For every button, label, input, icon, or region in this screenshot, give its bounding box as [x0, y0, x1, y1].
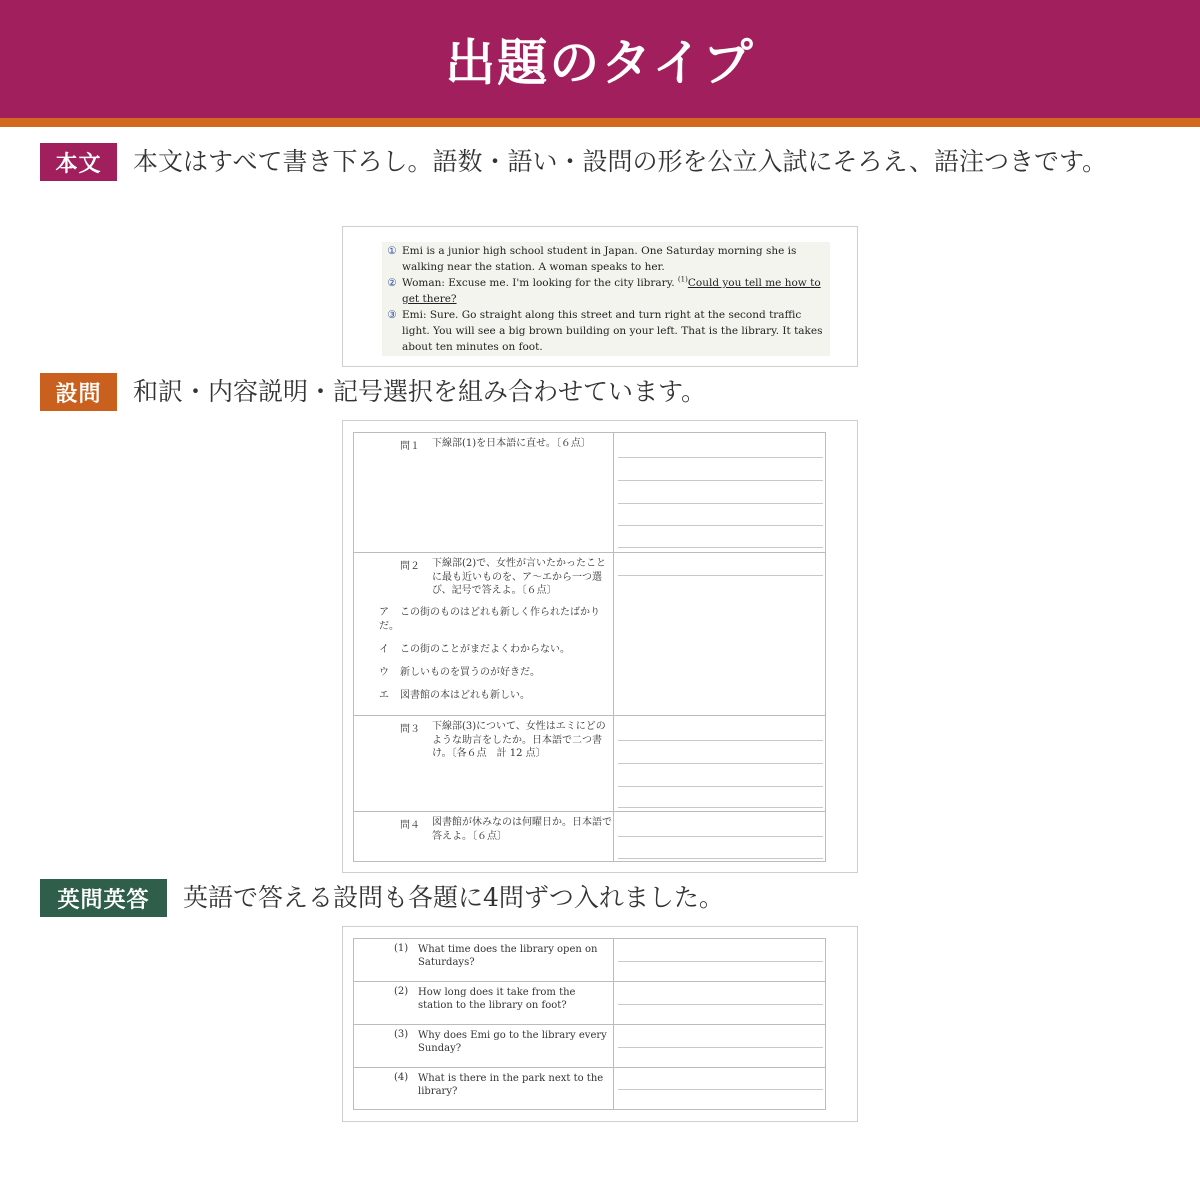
answer-cell	[615, 553, 825, 715]
answer-line	[618, 961, 823, 962]
question-row	[354, 715, 825, 811]
english-question-row	[354, 939, 825, 981]
question-cell	[354, 812, 614, 861]
english-question-row	[354, 1067, 825, 1109]
passage-line-text	[402, 275, 824, 307]
answer-cell	[615, 939, 825, 981]
answer-line	[618, 503, 823, 504]
passage-line	[382, 243, 824, 275]
question-row	[354, 811, 825, 861]
header-divider	[0, 118, 1200, 127]
question-text: 図書館が休みなのは何曜日か。日本語で答えよ。〔６点〕	[432, 817, 612, 842]
answer-line	[618, 763, 823, 764]
question-number: (3)	[394, 1029, 409, 1040]
answer-line	[618, 457, 823, 458]
option-item	[379, 606, 611, 633]
option-label: エ	[379, 690, 389, 701]
question-text: 下線部(2)で、女性が言いたかったことに最も近いものを、ア～エから一つ選び、記号で答えよ。〔６点〕	[432, 558, 606, 596]
option-text: 図書館の本はどれも新しい。	[400, 690, 530, 701]
underline-marker: (1)	[677, 275, 688, 284]
option-item	[379, 666, 611, 680]
question-sample	[342, 420, 858, 873]
honbun-tag: 本文	[40, 143, 117, 181]
question-text: 下線部(1)を日本語に直せ。〔６点〕	[432, 438, 591, 449]
question-text: What time does the library open on Saturdays?	[418, 944, 598, 968]
eimon-description: 英語で答える設問も各題に4問ずつ入れました。	[183, 883, 724, 912]
passage-line	[382, 275, 824, 307]
question-number: 問２	[400, 561, 420, 572]
underlined-sentence: Could you tell me how to get there?	[402, 277, 821, 305]
question-number: 問４	[400, 820, 420, 831]
answer-line	[618, 547, 823, 548]
answer-cell	[615, 1025, 825, 1067]
passage-line-text: Emi is a junior high school student in Japan. One Saturday morning she is walking near the station. A woman speaks to her.	[402, 245, 797, 273]
question-number: 問３	[400, 724, 420, 735]
option-item	[379, 643, 611, 657]
question-number: 問１	[400, 441, 420, 452]
answer-line	[618, 1047, 823, 1048]
question-row	[354, 433, 825, 552]
option-text: この街のものはどれも新しく作られたばかりだ。	[379, 607, 600, 632]
answer-line	[618, 807, 823, 808]
question-text: Why does Emi go to the library every Sunday?	[418, 1030, 607, 1054]
passage-line-number: ②	[387, 277, 397, 289]
option-label: イ	[379, 644, 389, 655]
passage-text-before: Woman: Excuse me. I'm looking for the city library.	[402, 277, 678, 289]
passage-line-number: ③	[387, 309, 397, 321]
option-text: 新しいものを買うのが好きだ。	[400, 667, 540, 678]
english-question-grid	[353, 938, 826, 1110]
setsumon-description: 和訳・内容説明・記号選択を組み合わせています。	[133, 377, 707, 406]
english-question-row	[354, 1024, 825, 1067]
answer-line	[618, 1089, 823, 1090]
passage-line-number: ①	[387, 245, 397, 257]
question-number: (1)	[394, 943, 409, 954]
answer-line	[618, 480, 823, 481]
answer-line	[618, 1004, 823, 1005]
english-question-row	[354, 981, 825, 1024]
option-text: この街のことがまだよくわからない。	[400, 644, 570, 655]
answer-line	[618, 786, 823, 787]
question-cell	[354, 553, 614, 715]
passage-line-text: Emi: Sure. Go straight along this street and turn right at the second traffic light. You will see a big brown building on your left. That is the library. It takes about ten minutes on foot.	[402, 309, 823, 353]
question-text: How long does it take from the station to the library on foot?	[418, 987, 576, 1011]
honbun-description: 本文はすべて書き下ろし。語数・語い・設問の形を公立入試にそろえ、語注つきです。	[133, 147, 1108, 176]
setsumon-tag: 設問	[40, 373, 117, 411]
option-label: ウ	[379, 667, 389, 678]
option-label: ア	[379, 607, 389, 618]
passage-sample	[342, 226, 858, 367]
question-cell	[354, 939, 614, 981]
question-cell	[354, 433, 614, 552]
answer-line	[618, 836, 823, 837]
answer-cell	[615, 1068, 825, 1109]
question-number: (2)	[394, 986, 409, 997]
question-number: (4)	[394, 1072, 409, 1083]
question-grid	[353, 432, 826, 862]
answer-cell	[615, 982, 825, 1024]
eimon-tag: 英問英答	[40, 879, 167, 917]
passage-line	[382, 307, 824, 355]
answer-cell	[615, 812, 825, 861]
page-title: 出題のタイプ	[445, 34, 755, 92]
english-question-sample	[342, 926, 858, 1122]
answer-line	[618, 858, 823, 859]
passage-box	[382, 242, 830, 356]
question-row	[354, 552, 825, 715]
question-cell	[354, 1068, 614, 1109]
answer-line	[618, 575, 823, 576]
page-header	[0, 0, 1200, 118]
option-item	[379, 689, 611, 703]
question-cell	[354, 982, 614, 1024]
answer-line	[618, 525, 823, 526]
question-text: What is there in the park next to the library?	[418, 1073, 604, 1097]
question-cell	[354, 716, 614, 811]
question-cell	[354, 1025, 614, 1067]
answer-cell	[615, 433, 825, 552]
answer-line	[618, 740, 823, 741]
question-text: 下線部(3)について、女性はエミにどのような助言をしたか。日本語で二つ書け。〔各６点 計 12 点〕	[432, 721, 606, 759]
answer-cell	[615, 716, 825, 811]
